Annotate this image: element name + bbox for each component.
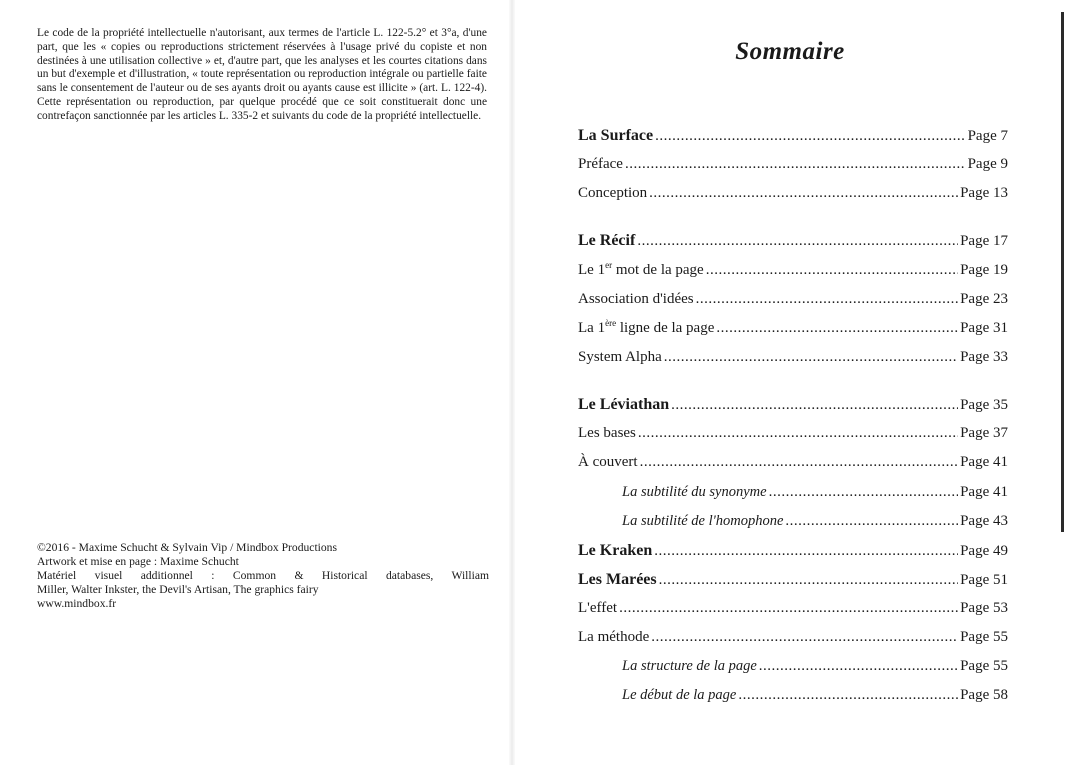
- toc-subentry-row[interactable]: [622, 484, 1008, 506]
- toc-label: Les Marées: [578, 571, 657, 588]
- toc-page-number: Page 51: [960, 572, 1008, 588]
- toc-label: À couvert: [578, 454, 638, 470]
- copyright-line: ©2016 - Maxime Schucht & Sylvain Vip / Mindbox Productions: [37, 541, 337, 554]
- visual-credit-line-1: Matériel visuel additionnel : Common & Historical databases, William: [37, 569, 489, 582]
- toc-label: System Alpha: [578, 349, 662, 365]
- toc-page-number: Page 23: [960, 291, 1008, 307]
- toc-label-part: La 1: [578, 320, 606, 336]
- toc-entry-row[interactable]: [578, 600, 1008, 622]
- toc-leader: [671, 397, 958, 414]
- toc-entry-row[interactable]: [578, 262, 1008, 284]
- toc-entry-row[interactable]: [578, 291, 1008, 313]
- toc-label: La subtilité de l'homophone: [622, 513, 784, 529]
- toc-subentry-row[interactable]: [622, 658, 1008, 680]
- toc-leader: [759, 658, 958, 675]
- toc-page-number: Page 33: [960, 349, 1008, 365]
- toc-page-number: Page 49: [960, 543, 1008, 559]
- toc-entry-row[interactable]: [578, 320, 1008, 342]
- toc-label: La Surface: [578, 127, 654, 144]
- toc-leader: [638, 425, 958, 442]
- toc-page-number: Page 43: [960, 513, 1008, 529]
- toc-leader: [659, 572, 958, 589]
- toc-leader: [619, 600, 958, 617]
- toc-leader: [651, 629, 958, 646]
- toc-label: La méthode: [578, 629, 650, 645]
- toc-section-row[interactable]: [578, 571, 1008, 593]
- toc-label-part: ligne de la page: [616, 320, 715, 336]
- toc-label: Le Kraken: [578, 542, 653, 559]
- artwork-credit: Artwork et mise en page : Maxime Schucht: [37, 555, 239, 568]
- toc-label: La subtilité du synonyme: [622, 484, 767, 500]
- toc-leader: [637, 233, 958, 250]
- toc-label-superscript: ère: [605, 318, 617, 328]
- toc-page-number: Page 41: [960, 484, 1008, 500]
- toc-leader: [696, 291, 958, 308]
- toc-label: Préface: [578, 156, 623, 172]
- toc-label-superscript: er: [605, 260, 613, 270]
- toc-leader: [716, 320, 958, 337]
- toc-subentry-row[interactable]: [622, 687, 1008, 709]
- credits-block: [37, 541, 489, 611]
- toc-page-number: Page 13: [960, 185, 1008, 201]
- toc-leader: [664, 349, 958, 366]
- toc-leader: [785, 513, 958, 530]
- toc-label: La structure de la page: [622, 658, 757, 674]
- toc-label: Le début de la page: [622, 687, 737, 703]
- toc-section-row[interactable]: [578, 542, 1008, 564]
- toc-leader: [654, 543, 958, 560]
- toc-page-number: Page 35: [960, 397, 1008, 413]
- toc-leader: [640, 454, 959, 471]
- toc-page-number: Page 55: [960, 658, 1008, 674]
- toc-entry-row[interactable]: [578, 185, 1008, 207]
- visual-credit-line-2: Miller, Walter Inkster, the Devil's Artisan, The graphics fairy: [37, 583, 319, 596]
- toc-entry-row[interactable]: [578, 156, 1008, 178]
- toc-page-number: Page 58: [960, 687, 1008, 703]
- page-title: Sommaire: [735, 38, 845, 65]
- toc-subentry-row[interactable]: [622, 513, 1008, 535]
- toc-leader: [649, 185, 958, 202]
- page-edge: [1061, 12, 1064, 532]
- toc-label: [578, 320, 714, 337]
- toc-label-part: Le 1: [578, 262, 606, 278]
- toc-leader: [738, 687, 958, 704]
- toc-leader: [706, 262, 958, 279]
- toc-page-number: Page 41: [960, 454, 1008, 470]
- toc-leader: [625, 156, 966, 173]
- toc-page-number: Page 55: [960, 629, 1008, 645]
- toc-label: Le Récif: [578, 232, 636, 249]
- page-gutter: [509, 0, 515, 765]
- toc-page-number: Page 9: [967, 156, 1008, 172]
- toc-page-number: Page 17: [960, 233, 1008, 249]
- toc-label: Association d'idées: [578, 291, 694, 307]
- toc-page-number: Page 37: [960, 425, 1008, 441]
- toc-entry-row[interactable]: [578, 425, 1008, 447]
- toc-label: Les bases: [578, 425, 636, 441]
- toc-section-row[interactable]: [578, 396, 1008, 418]
- toc-page-number: Page 53: [960, 600, 1008, 616]
- toc-entry-row[interactable]: [578, 349, 1008, 371]
- toc-page-number: Page 7: [967, 128, 1008, 144]
- toc-leader: [769, 484, 958, 501]
- toc-label: Le Léviathan: [578, 396, 670, 413]
- toc-label-part: mot de la page: [612, 262, 704, 278]
- legal-notice: Le code de la propriété intellectuelle n'autorisant, aux termes de l'article L. 122-5.2° et 3°a, d'une part, que les « copies ou reproductions strictement réservées à l'usage privé du copiste et non destinées à une utilisation collective » et, d'autre part, que les analyses et les courtes citations dans un but d'exemple et d'illustration, « toute représentation ou reproduction intégrale ou partielle faite sans le consentement de l'auteur ou de ses ayants droit ou ayants cause est illicite » (art. L. 122-4). Cette représentation ou reproduction, par quelque procédé que ce soit constituerait donc une contrefaçon sanctionnée par les articles L. 335-2 et suivants du code de la propriété intellectuelle.: [37, 27, 487, 122]
- toc-label: [578, 262, 704, 279]
- toc-entry-row[interactable]: [578, 454, 1008, 476]
- toc-section-row[interactable]: [578, 127, 1008, 149]
- toc-label: L'effet: [578, 600, 618, 616]
- toc-leader: [655, 128, 965, 145]
- toc-entry-row[interactable]: [578, 629, 1008, 651]
- toc-section-row[interactable]: [578, 232, 1008, 254]
- toc-label: Conception: [578, 185, 648, 201]
- toc-page-number: Page 31: [960, 320, 1008, 336]
- toc-page-number: Page 19: [960, 262, 1008, 278]
- website-link[interactable]: www.mindbox.fr: [37, 597, 117, 610]
